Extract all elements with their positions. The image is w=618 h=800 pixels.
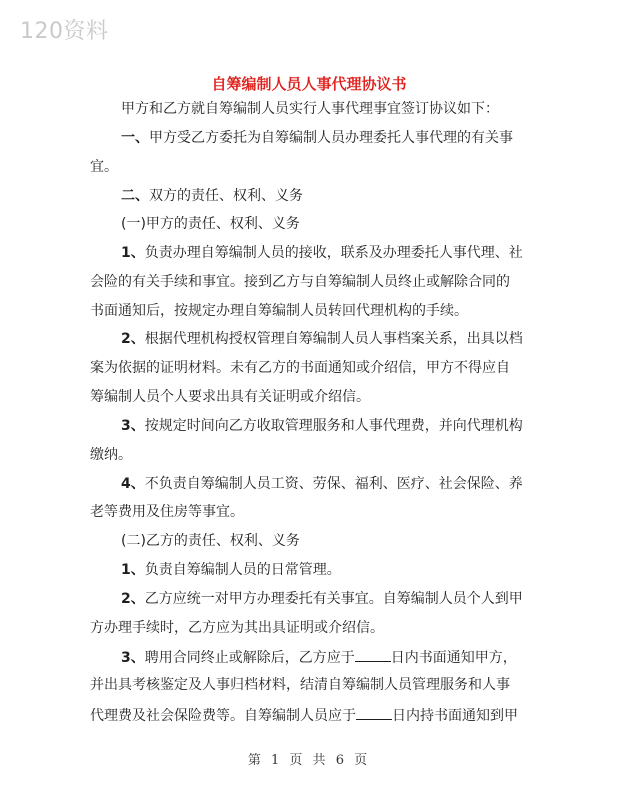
party-a-item-4-line-2: 老等费用及住房等事宜。 bbox=[90, 504, 244, 520]
section-1-line-1 bbox=[121, 129, 513, 147]
item-text: 负责自筹编制人员的日常管理。 bbox=[144, 562, 341, 578]
party-b-item-1-line-1 bbox=[121, 561, 341, 579]
party-a-item-1-line-3: 书面通知后，按规定办理自筹编制人员转回代理机构的手续。 bbox=[90, 303, 468, 319]
item-number: 3、 bbox=[121, 418, 145, 434]
party-b-item-3-line-1 bbox=[121, 647, 517, 667]
days-blank-field[interactable] bbox=[356, 705, 392, 720]
party-a-item-1-line-1 bbox=[121, 244, 523, 262]
party-b-item-2-line-2: 方办理手续时，乙方应为其出具证明或介绍信。 bbox=[90, 620, 384, 636]
item-text: 根据代理机构授权管理自筹编制人员人事档案关系，出具以档 bbox=[144, 331, 523, 347]
party-b-item-2-line-1 bbox=[121, 590, 523, 608]
party-a-item-2-line-1 bbox=[121, 330, 523, 348]
item-text: 乙方应统一对甲方办理委托有关事宜。自筹编制人员个人到甲 bbox=[144, 591, 523, 607]
item-number: 1、 bbox=[121, 245, 145, 261]
section-1-text: 甲方受乙方委托为自筹编制人员办理委托人事代理的有关事 bbox=[149, 130, 513, 146]
item-text: 日内书面通知甲方， bbox=[390, 650, 517, 666]
party-b-heading: (二)乙方的责任、权利、义务 bbox=[121, 533, 300, 549]
item-number: 3、 bbox=[121, 650, 145, 666]
item-text: 日内持书面通知到甲 bbox=[392, 708, 518, 724]
party-a-heading: (一)甲方的责任、权利、义务 bbox=[121, 216, 300, 232]
item-number: 2、 bbox=[121, 591, 145, 607]
party-a-item-4-line-1 bbox=[121, 475, 523, 493]
item-text: 按规定时间向乙方收取管理服务和人事代理费，并向代理机构 bbox=[144, 418, 523, 434]
item-number: 1、 bbox=[121, 562, 145, 578]
section-2-heading bbox=[121, 187, 303, 205]
item-text: 聘用合同终止或解除后，乙方应于 bbox=[144, 650, 355, 666]
section-2-number: 二、 bbox=[121, 188, 149, 204]
section-1-line-2: 宜。 bbox=[90, 159, 118, 175]
item-text: 代理费及社会保险费等。自筹编制人员应于 bbox=[90, 708, 356, 724]
item-number: 4、 bbox=[121, 476, 145, 492]
item-text: 负责办理自筹编制人员的接收，联系及办理委托人事代理、社 bbox=[144, 245, 523, 261]
item-text: 不负责自筹编制人员工资、劳保、福利、医疗、社会保险、养 bbox=[144, 476, 523, 492]
item-number: 2、 bbox=[121, 331, 145, 347]
party-a-item-1-line-2: 会险的有关手续和事宜。接到乙方与自筹编制人员终止或解除合同的 bbox=[90, 274, 510, 290]
intro-paragraph: 甲方和乙方就自筹编制人员实行人事代理事宜签订协议如下： bbox=[121, 101, 499, 117]
party-a-item-2-line-2: 案为依据的证明材料。未有乙方的书面通知或介绍信，甲方不得应自 bbox=[90, 360, 510, 376]
days-blank-field[interactable] bbox=[355, 647, 391, 662]
section-2-text: 双方的责任、权利、义务 bbox=[149, 188, 303, 204]
section-1-number: 一、 bbox=[121, 130, 149, 146]
watermark-logo: 120资料 bbox=[20, 19, 109, 44]
page-footer: 第 1 页 共 6 页 bbox=[247, 753, 371, 768]
document-title: 自筹编制人员人事代理协议书 bbox=[211, 75, 407, 93]
party-a-item-3-line-1 bbox=[121, 417, 523, 435]
party-b-item-3-line-2: 并出具考核鉴定及人事归档材料，结清自筹编制人员管理服务和人事 bbox=[90, 677, 510, 693]
party-a-item-3-line-2: 缴纳。 bbox=[90, 447, 132, 463]
party-b-item-3-line-3 bbox=[90, 705, 518, 725]
party-a-item-2-line-3: 筹编制人员个人要求出具有关证明或介绍信。 bbox=[90, 389, 370, 405]
